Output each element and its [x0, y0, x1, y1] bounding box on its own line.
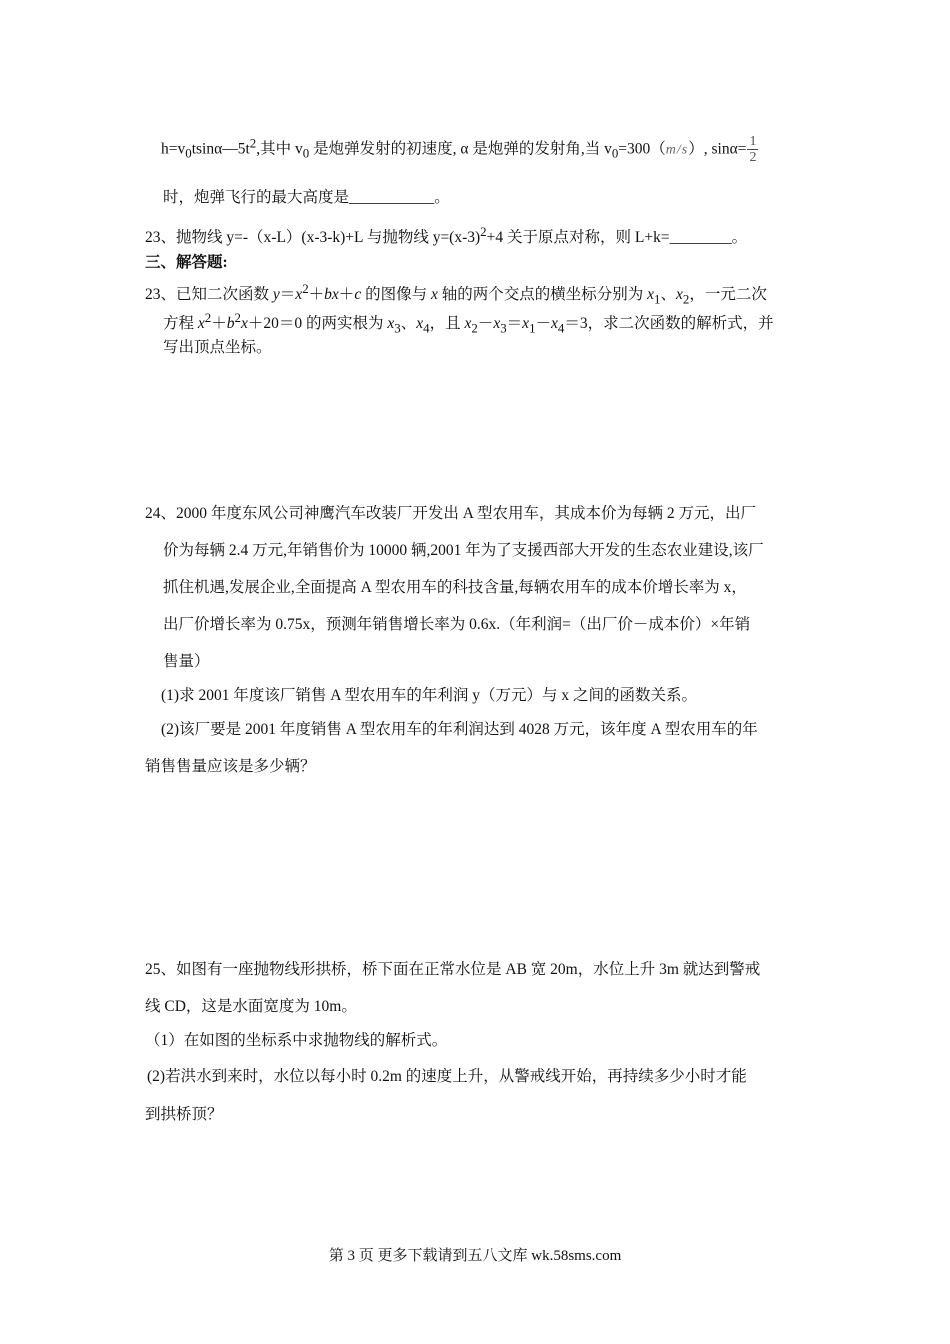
var: x	[493, 315, 501, 333]
q23-line-2	[163, 309, 774, 337]
fraction-denominator: 2	[749, 150, 757, 166]
subscript: 4	[423, 320, 430, 336]
text: ＋	[308, 286, 325, 304]
q24-line: 价为每辆 2.4 万元,年销售价为 10000 辆,2001 年为了支援西部大开发的生态农业建设,该厂	[163, 542, 764, 559]
text: －	[477, 315, 494, 333]
q24-line: 出厂价增长率为 0.75x，预测年销售增长率为 0.6x.（年利润=（出厂价－成本价）×年销	[163, 616, 751, 633]
subscript: 2	[682, 291, 690, 307]
subscript: 0	[185, 145, 192, 161]
text: +4 关于原点对称，则 L+k=________。	[486, 229, 748, 247]
text: ＋	[338, 286, 355, 304]
text: 、	[660, 286, 676, 304]
q24-part-1: (1)求 2001 年度该厂销售 A 型农用车的年利润 y（万元）与 x 之间的函数关系。	[161, 687, 698, 704]
var: b	[226, 315, 235, 333]
subscript: 3	[500, 320, 507, 336]
text: ,其中 v	[256, 140, 303, 158]
subscript: 1	[529, 320, 536, 336]
fraction	[747, 134, 758, 166]
var: x	[387, 315, 395, 333]
text: h=v	[161, 140, 186, 158]
page-footer: 第 3 页 更多下载请到五八文库 wk.58sms.com	[328, 1248, 622, 1264]
superscript: 2	[234, 310, 241, 325]
text: ＝	[506, 315, 523, 333]
unit-text: m/s	[665, 142, 689, 158]
q22-answer-line: 时，炮弹飞行的最大高度是___________。	[163, 189, 450, 206]
text: 23、抛物线 y=-（x-L）(x-3-k)+L 与抛物线 y=(x-3)	[145, 229, 481, 247]
text: tsinα—5t	[191, 140, 250, 158]
fraction-numerator: 1	[749, 134, 757, 149]
subscript: 0	[302, 145, 310, 161]
superscript: 2	[204, 310, 212, 325]
q24-line: 24、2000 年度东风公司神鹰汽车改装厂开发出 A 型农用车，其成本价为每辆 2 万元，出厂	[145, 505, 756, 522]
text: ＋	[211, 315, 227, 333]
var: x	[416, 315, 424, 333]
q25-line: 线 CD，这是水面宽度为 10m。	[145, 998, 357, 1015]
q25-part-1: （1）在如图的坐标系中求抛物线的解析式。	[145, 1032, 448, 1049]
var: x	[647, 286, 655, 304]
var: x	[295, 286, 303, 304]
q25-line: 25、如图有一座抛物线形拱桥，桥下面在正常水位是 AB 宽 20m，水位上升 3m 就达到警戒	[145, 961, 761, 978]
text: －	[535, 315, 552, 333]
text: =300（	[618, 140, 666, 158]
text: 轴的两个交点的横坐标分别为	[437, 286, 648, 304]
var: x	[240, 315, 248, 333]
q22-formula-line	[161, 134, 758, 166]
subscript: 1	[654, 291, 661, 307]
var: x	[675, 286, 683, 304]
text: 、	[400, 315, 417, 333]
subscript: 4	[557, 320, 565, 336]
q24-line: 售量）	[163, 653, 210, 670]
var: x	[522, 315, 530, 333]
q24-line: 销售售量应该是多少辆？	[145, 758, 316, 775]
q23-line-3: 写出顶点坐标。	[163, 339, 272, 356]
var: x	[430, 286, 438, 304]
text: ＝3，求二次函数的解析式，并	[564, 315, 774, 333]
superscript: 2	[480, 224, 487, 239]
text: ）, sinα=	[688, 140, 747, 158]
text: ＋20＝0 的两实根为	[247, 315, 388, 333]
var: x	[551, 315, 558, 333]
var: c	[354, 286, 362, 304]
var: y	[272, 286, 280, 304]
text: ＝	[279, 286, 296, 304]
text: 是炮弹发射的初速度, α 是炮弹的发射角,当 v	[309, 140, 612, 158]
subscript: 0	[611, 145, 619, 161]
q25-part-2: (2)若洪水到来时，水位以每小时 0.2m 的速度上升，从警戒线开始，再持续多少小时才能	[147, 1068, 747, 1085]
q25-line: 到拱桥顶？	[145, 1106, 223, 1123]
q23-line-1	[145, 280, 767, 308]
var: bx	[324, 286, 339, 304]
text: ，一元二次	[689, 286, 767, 304]
q24-part-2: (2)该厂要是 2001 年度销售 A 型农用车的年利润达到 4028 万元，该年度 A 型农用车的年	[161, 721, 758, 738]
superscript: 2	[249, 135, 257, 151]
var: x	[464, 315, 472, 333]
q24-line: 抓住机遇,发展企业,全面提高 A 型农用车的科技含量,每辆农用车的成本价增长率为 x，	[163, 579, 747, 596]
subscript: 2	[471, 320, 478, 336]
text: 的图像与	[361, 286, 431, 304]
subscript: 3	[394, 320, 401, 336]
q23-fill-question	[145, 223, 747, 249]
text: ，且	[429, 315, 465, 333]
superscript: 2	[302, 281, 309, 296]
var: x	[197, 315, 205, 333]
section-title: 三、解答题:	[145, 254, 228, 271]
text: 方程	[163, 315, 198, 333]
text: 23、已知二次函数	[145, 286, 273, 304]
